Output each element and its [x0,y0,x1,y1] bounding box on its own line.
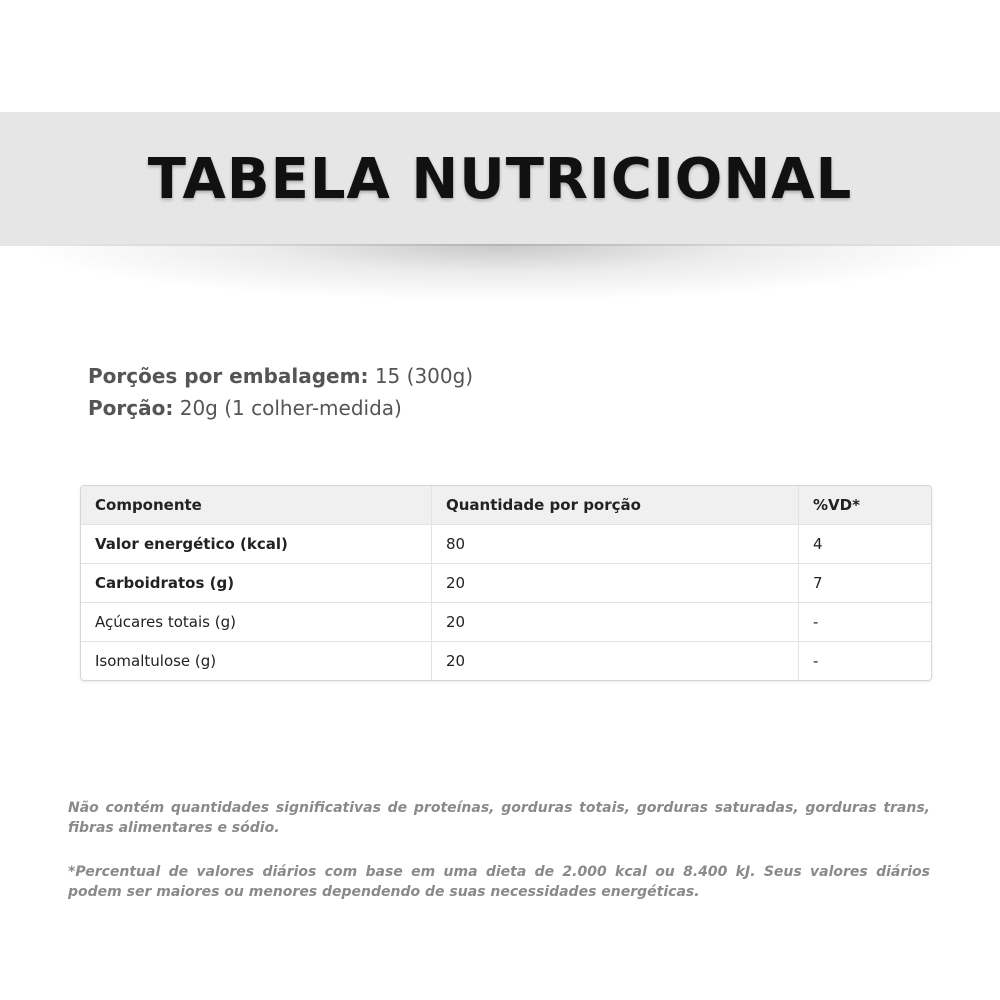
table-row [81,603,931,642]
row-component: Isomaltulose (g) [81,642,432,681]
row-vd: 4 [799,525,932,564]
title-banner [0,112,1000,246]
row-vd: - [799,603,932,642]
table-row [81,525,931,564]
row-component: Valor energético (kcal) [81,525,432,564]
row-component: Carboidratos (g) [81,564,432,603]
portion-size-label: Porção: [88,396,174,420]
row-amount: 20 [432,642,799,681]
row-amount: 20 [432,603,799,642]
daily-values-footnote: *Percentual de valores diários com base em uma dieta de 2.000 kcal ou 8.400 kJ. Seus valores diários podem ser maiores ou menores dependendo de suas necessidades energéticas. [68,864,930,900]
portion-size-value: 20g (1 colher-medida) [179,396,402,420]
header-component: Componente [81,486,432,525]
table-row [81,642,931,681]
row-vd: - [813,652,819,670]
banner-shadow [30,244,970,300]
header-vd: %VD* [799,486,932,525]
row-amount: 80 [432,525,799,564]
nutrition-table [81,486,931,680]
row-amount: 20 [432,564,799,603]
nutrition-table-container [80,485,932,681]
row-component: Açúcares totais (g) [81,603,432,642]
row-vd: 7 [799,564,932,603]
page-title: TABELA NUTRICIONAL [147,146,853,212]
nutrients-disclaimer: Não contém quantidades significativas de proteínas, gorduras totais, gorduras saturadas, gorduras trans, fibras alimentares e sódio. [68,800,930,836]
servings-per-package-label: Porções por embalagem: [88,364,369,388]
servings-per-package [88,360,473,392]
table-header-row [81,486,931,525]
portion-size [88,392,473,424]
table-row [81,564,931,603]
header-amount: Quantidade por porção [432,486,799,525]
servings-per-package-value: 15 (300g) [374,364,474,388]
serving-info [88,360,473,424]
